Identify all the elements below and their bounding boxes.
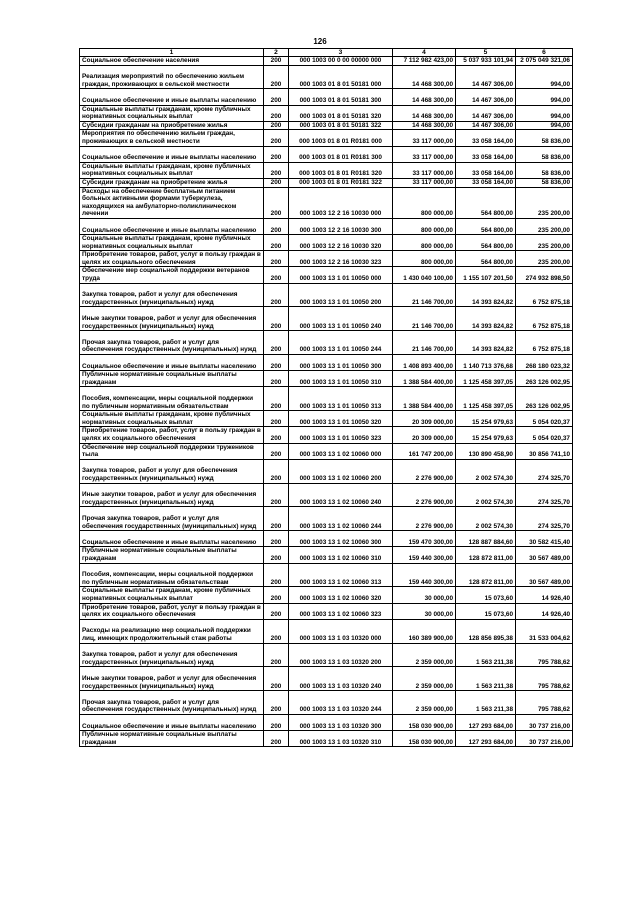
row-name: Пособия, компенсации, меры социальной поддержки по публичным нормативным обязательствам <box>80 387 264 411</box>
row-budget-code: 000 1003 13 1 01 10050 000 <box>289 267 393 283</box>
row-budget-code: 000 1003 13 1 02 10060 200 <box>289 459 393 483</box>
row-unexecuted-amount: 30 737 216,00 <box>516 714 573 730</box>
row-budget-code: 000 1003 13 1 02 10060 240 <box>289 483 393 507</box>
row-unexecuted-amount: 6 752 875,18 <box>516 283 573 307</box>
row-executed-amount: 564 800,00 <box>456 218 516 234</box>
row-name: Приобретение товаров, работ, услуг в пользу граждан в целях их социального обеспечения <box>80 603 264 619</box>
row-budget-code: 000 1003 13 1 01 10050 320 <box>289 411 393 427</box>
table-row <box>80 507 573 531</box>
row-approved-amount: 159 440 300,00 <box>393 547 456 563</box>
row-approved-amount: 160 389 900,00 <box>393 619 456 643</box>
row-unexecuted-amount: 5 054 020,37 <box>516 427 573 443</box>
row-unexecuted-amount: 795 788,62 <box>516 643 573 667</box>
row-line-code: 200 <box>264 235 289 251</box>
row-line-code: 200 <box>264 563 289 587</box>
row-unexecuted-amount: 994,00 <box>516 89 573 105</box>
row-line-code: 200 <box>264 387 289 411</box>
row-name: Социальное обеспечение и иные выплаты населению <box>80 89 264 105</box>
row-unexecuted-amount: 795 788,62 <box>516 667 573 691</box>
row-line-code: 200 <box>264 130 289 146</box>
page-number: 126 <box>313 37 327 46</box>
row-budget-code: 000 1003 13 1 01 10050 323 <box>289 427 393 443</box>
table-row <box>80 235 573 251</box>
row-line-code: 200 <box>264 162 289 178</box>
row-budget-code: 000 1003 13 1 02 10060 310 <box>289 547 393 563</box>
row-name: Закупка товаров, работ и услуг для обеспечения государственных (муниципальных) нужд <box>80 643 264 667</box>
row-approved-amount: 14 468 300,00 <box>393 65 456 89</box>
row-line-code: 200 <box>264 251 289 267</box>
row-budget-code: 000 1003 13 1 03 10320 000 <box>289 619 393 643</box>
row-budget-code: 000 1003 12 2 16 10030 323 <box>289 251 393 267</box>
table-row <box>80 218 573 234</box>
row-budget-code: 000 1003 13 1 03 10320 200 <box>289 643 393 667</box>
row-executed-amount: 15 254 979,63 <box>456 411 516 427</box>
row-budget-code: 000 1003 13 1 03 10320 244 <box>289 691 393 715</box>
row-line-code: 200 <box>264 427 289 443</box>
row-approved-amount: 20 309 000,00 <box>393 411 456 427</box>
row-executed-amount: 15 073,60 <box>456 587 516 603</box>
row-budget-code: 000 1003 13 1 02 10060 244 <box>289 507 393 531</box>
table-row <box>80 105 573 121</box>
row-unexecuted-amount: 235 200,00 <box>516 251 573 267</box>
row-approved-amount: 1 388 584 400,00 <box>393 387 456 411</box>
table-row <box>80 371 573 387</box>
row-approved-amount: 1 388 584 400,00 <box>393 371 456 387</box>
row-line-code: 200 <box>264 731 289 747</box>
table-row <box>80 603 573 619</box>
row-budget-code: 000 1003 13 1 02 10060 313 <box>289 563 393 587</box>
row-executed-amount: 1 125 458 397,05 <box>456 387 516 411</box>
table-row <box>80 387 573 411</box>
row-executed-amount: 14 393 824,82 <box>456 283 516 307</box>
row-budget-code: 000 1003 01 8 01 50181 300 <box>289 89 393 105</box>
row-line-code: 200 <box>264 691 289 715</box>
row-executed-amount: 127 293 684,00 <box>456 731 516 747</box>
row-approved-amount: 14 468 300,00 <box>393 121 456 130</box>
row-unexecuted-amount: 30 737 216,00 <box>516 731 573 747</box>
row-budget-code: 000 1003 00 0 00 00000 000 <box>289 57 393 66</box>
row-budget-code: 000 1003 13 1 01 10050 300 <box>289 355 393 371</box>
row-line-code: 200 <box>264 187 289 218</box>
row-unexecuted-amount: 263 126 002,95 <box>516 371 573 387</box>
row-name: Иные закупки товаров, работ и услуг для обеспечения государственных (муниципальных) нужд <box>80 667 264 691</box>
row-unexecuted-amount: 235 200,00 <box>516 187 573 218</box>
row-name: Пособия, компенсации, меры социальной поддержки по публичным нормативным обязательствам <box>80 563 264 587</box>
row-unexecuted-amount: 30 582 415,40 <box>516 531 573 547</box>
row-line-code: 200 <box>264 483 289 507</box>
row-name: Субсидии гражданам на приобретение жилья <box>80 121 264 130</box>
table-row <box>80 283 573 307</box>
row-line-code: 200 <box>264 714 289 730</box>
row-executed-amount: 33 058 164,00 <box>456 130 516 146</box>
row-budget-code: 000 1003 13 1 03 10320 300 <box>289 714 393 730</box>
row-approved-amount: 1 430 040 100,00 <box>393 267 456 283</box>
row-approved-amount: 158 030 900,00 <box>393 731 456 747</box>
row-approved-amount: 14 468 300,00 <box>393 105 456 121</box>
row-name: Социальное обеспечение и иные выплаты населению <box>80 531 264 547</box>
row-unexecuted-amount: 5 054 020,37 <box>516 411 573 427</box>
row-executed-amount: 14 467 306,00 <box>456 65 516 89</box>
table-row <box>80 691 573 715</box>
column-number-5: 5 <box>456 49 516 57</box>
row-unexecuted-amount: 795 788,62 <box>516 691 573 715</box>
row-name: Социальные выплаты гражданам, кроме публичных нормативных социальных выплат <box>80 587 264 603</box>
table-row <box>80 57 573 66</box>
row-line-code: 200 <box>264 307 289 331</box>
row-budget-code: 000 1003 13 1 02 10060 320 <box>289 587 393 603</box>
row-unexecuted-amount: 30 856 741,10 <box>516 443 573 459</box>
row-unexecuted-amount: 58 836,00 <box>516 162 573 178</box>
row-line-code: 200 <box>264 121 289 130</box>
row-executed-amount: 15 254 979,63 <box>456 427 516 443</box>
row-unexecuted-amount: 235 200,00 <box>516 235 573 251</box>
row-executed-amount: 128 872 811,00 <box>456 547 516 563</box>
table-row <box>80 267 573 283</box>
table-row <box>80 619 573 643</box>
row-budget-code: 000 1003 13 1 03 10320 310 <box>289 731 393 747</box>
table-row <box>80 483 573 507</box>
table-row <box>80 130 573 146</box>
row-budget-code: 000 1003 01 8 01 R0181 300 <box>289 146 393 162</box>
row-name: Обеспечение мер социальной поддержки тружеников тыла <box>80 443 264 459</box>
row-approved-amount: 159 470 300,00 <box>393 531 456 547</box>
row-budget-code: 000 1003 13 1 02 10060 300 <box>289 531 393 547</box>
row-unexecuted-amount: 6 752 875,18 <box>516 331 573 355</box>
row-unexecuted-amount: 274 325,70 <box>516 507 573 531</box>
row-approved-amount: 2 276 900,00 <box>393 459 456 483</box>
row-approved-amount: 159 440 300,00 <box>393 563 456 587</box>
row-executed-amount: 128 856 895,38 <box>456 619 516 643</box>
row-line-code: 200 <box>264 178 289 187</box>
row-approved-amount: 33 117 000,00 <box>393 130 456 146</box>
row-budget-code: 000 1003 01 8 01 R0181 000 <box>289 130 393 146</box>
row-approved-amount: 161 747 200,00 <box>393 443 456 459</box>
row-name: Расходы на реализацию мер социальной поддержки лиц, имеющих продолжительный стаж работы <box>80 619 264 643</box>
table-row <box>80 65 573 89</box>
column-number-4: 4 <box>393 49 456 57</box>
row-name: Социальное обеспечение и иные выплаты населению <box>80 218 264 234</box>
column-number-1: 1 <box>80 49 264 57</box>
row-line-code: 200 <box>264 283 289 307</box>
table-row <box>80 307 573 331</box>
table-row <box>80 89 573 105</box>
row-budget-code: 000 1003 13 1 01 10050 240 <box>289 307 393 331</box>
table-row <box>80 121 573 130</box>
row-unexecuted-amount: 6 752 875,18 <box>516 307 573 331</box>
row-approved-amount: 14 468 300,00 <box>393 89 456 105</box>
column-number-row <box>80 49 573 57</box>
row-budget-code: 000 1003 01 8 01 50181 320 <box>289 105 393 121</box>
row-budget-code: 000 1003 13 1 01 10050 313 <box>289 387 393 411</box>
row-unexecuted-amount: 268 180 023,32 <box>516 355 573 371</box>
row-name: Социальное обеспечение и иные выплаты населению <box>80 714 264 730</box>
row-budget-code: 000 1003 13 1 02 10060 323 <box>289 603 393 619</box>
row-name: Социальные выплаты гражданам, кроме публичных нормативных социальных выплат <box>80 162 264 178</box>
row-name: Социальные выплаты гражданам, кроме публичных нормативных социальных выплат <box>80 235 264 251</box>
row-name: Закупка товаров, работ и услуг для обеспечения государственных (муниципальных) нужд <box>80 283 264 307</box>
row-approved-amount: 158 030 900,00 <box>393 714 456 730</box>
row-name: Социальные выплаты гражданам, кроме публичных нормативных социальных выплат <box>80 105 264 121</box>
row-unexecuted-amount: 58 836,00 <box>516 130 573 146</box>
row-executed-amount: 33 058 164,00 <box>456 146 516 162</box>
row-name: Реализация мероприятий по обеспечению жильем граждан, проживающих в сельской местности <box>80 65 264 89</box>
row-line-code: 200 <box>264 57 289 66</box>
row-executed-amount: 2 002 574,30 <box>456 459 516 483</box>
table-row <box>80 667 573 691</box>
row-executed-amount: 1 563 211,38 <box>456 667 516 691</box>
row-budget-code: 000 1003 13 1 01 10050 200 <box>289 283 393 307</box>
row-executed-amount: 14 467 306,00 <box>456 89 516 105</box>
row-budget-code: 000 1003 12 2 16 10030 300 <box>289 218 393 234</box>
row-line-code: 200 <box>264 411 289 427</box>
table-row <box>80 162 573 178</box>
row-unexecuted-amount: 994,00 <box>516 121 573 130</box>
row-unexecuted-amount: 274 932 898,50 <box>516 267 573 283</box>
row-line-code: 200 <box>264 371 289 387</box>
row-name: Закупка товаров, работ и услуг для обеспечения государственных (муниципальных) нужд <box>80 459 264 483</box>
column-number-2: 2 <box>264 49 289 57</box>
row-unexecuted-amount: 58 836,00 <box>516 146 573 162</box>
table-row <box>80 563 573 587</box>
row-executed-amount: 564 800,00 <box>456 187 516 218</box>
table-body <box>80 57 573 747</box>
table-row <box>80 714 573 730</box>
row-approved-amount: 2 276 900,00 <box>393 507 456 531</box>
row-line-code: 200 <box>264 603 289 619</box>
row-budget-code: 000 1003 13 1 02 10060 000 <box>289 443 393 459</box>
row-line-code: 200 <box>264 507 289 531</box>
row-approved-amount: 2 276 900,00 <box>393 483 456 507</box>
row-line-code: 200 <box>264 547 289 563</box>
table-row <box>80 355 573 371</box>
table-row <box>80 251 573 267</box>
row-name: Иные закупки товаров, работ и услуг для обеспечения государственных (муниципальных) нужд <box>80 483 264 507</box>
row-name: Прочая закупка товаров, работ и услуг для обеспечения государственных (муниципальных) нужд <box>80 331 264 355</box>
row-unexecuted-amount: 235 200,00 <box>516 218 573 234</box>
row-name: Публичные нормативные социальные выплаты гражданам <box>80 547 264 563</box>
row-line-code: 200 <box>264 443 289 459</box>
column-number-6: 6 <box>516 49 573 57</box>
row-unexecuted-amount: 994,00 <box>516 65 573 89</box>
row-budget-code: 000 1003 13 1 01 10050 244 <box>289 331 393 355</box>
row-name: Социальное обеспечение и иные выплаты населению <box>80 355 264 371</box>
row-approved-amount: 21 146 700,00 <box>393 283 456 307</box>
row-approved-amount: 33 117 000,00 <box>393 178 456 187</box>
row-name: Обеспечение мер социальной поддержки ветеранов труда <box>80 267 264 283</box>
row-name: Прочая закупка товаров, работ и услуг для обеспечения государственных (муниципальных) нужд <box>80 507 264 531</box>
table-row <box>80 411 573 427</box>
row-approved-amount: 33 117 000,00 <box>393 162 456 178</box>
row-name: Приобретение товаров, работ, услуг в пользу граждан в целях их социального обеспечения <box>80 427 264 443</box>
row-executed-amount: 14 393 824,82 <box>456 331 516 355</box>
row-executed-amount: 1 563 211,38 <box>456 643 516 667</box>
row-executed-amount: 128 887 884,60 <box>456 531 516 547</box>
row-line-code: 200 <box>264 643 289 667</box>
row-approved-amount: 30 000,00 <box>393 603 456 619</box>
table-row <box>80 427 573 443</box>
row-name: Социальное обеспечение населения <box>80 57 264 66</box>
row-approved-amount: 33 117 000,00 <box>393 146 456 162</box>
row-approved-amount: 21 146 700,00 <box>393 307 456 331</box>
row-budget-code: 000 1003 12 2 16 10030 000 <box>289 187 393 218</box>
row-line-code: 200 <box>264 146 289 162</box>
table-row <box>80 531 573 547</box>
row-line-code: 200 <box>264 65 289 89</box>
row-approved-amount: 2 359 000,00 <box>393 667 456 691</box>
row-unexecuted-amount: 31 533 004,62 <box>516 619 573 643</box>
row-executed-amount: 14 467 306,00 <box>456 121 516 130</box>
row-approved-amount: 21 146 700,00 <box>393 331 456 355</box>
row-name: Расходы на обеспечение бесплатным питанием больных активными формами туберкулеза, находящихся на амбулаторно-поликлиническом лечении <box>80 187 264 218</box>
row-line-code: 200 <box>264 331 289 355</box>
row-budget-code: 000 1003 01 8 01 50181 000 <box>289 65 393 89</box>
row-name: Приобретение товаров, работ, услуг в пользу граждан в целях их социального обеспечения <box>80 251 264 267</box>
table-row <box>80 587 573 603</box>
row-budget-code: 000 1003 13 1 01 10050 310 <box>289 371 393 387</box>
row-executed-amount: 1 140 713 376,68 <box>456 355 516 371</box>
row-approved-amount: 2 359 000,00 <box>393 643 456 667</box>
row-line-code: 200 <box>264 667 289 691</box>
row-unexecuted-amount: 263 126 002,95 <box>516 387 573 411</box>
row-executed-amount: 33 058 164,00 <box>456 162 516 178</box>
row-executed-amount: 564 800,00 <box>456 235 516 251</box>
table-row <box>80 547 573 563</box>
row-unexecuted-amount: 274 325,70 <box>516 483 573 507</box>
row-unexecuted-amount: 2 075 049 321,06 <box>516 57 573 66</box>
row-line-code: 200 <box>264 587 289 603</box>
row-approved-amount: 800 000,00 <box>393 251 456 267</box>
table-row <box>80 178 573 187</box>
row-name: Социальные выплаты гражданам, кроме публичных нормативных социальных выплат <box>80 411 264 427</box>
budget-table <box>79 48 573 747</box>
row-line-code: 200 <box>264 105 289 121</box>
row-name: Публичные нормативные социальные выплаты гражданам <box>80 371 264 387</box>
row-executed-amount: 1 155 107 201,50 <box>456 267 516 283</box>
row-executed-amount: 2 002 574,30 <box>456 507 516 531</box>
row-approved-amount: 800 000,00 <box>393 235 456 251</box>
table-row <box>80 731 573 747</box>
row-line-code: 200 <box>264 89 289 105</box>
row-name: Иные закупки товаров, работ и услуг для обеспечения государственных (муниципальных) нужд <box>80 307 264 331</box>
row-budget-code: 000 1003 13 1 03 10320 240 <box>289 667 393 691</box>
row-unexecuted-amount: 30 567 489,00 <box>516 547 573 563</box>
row-executed-amount: 33 058 164,00 <box>456 178 516 187</box>
row-unexecuted-amount: 14 926,40 <box>516 587 573 603</box>
row-line-code: 200 <box>264 355 289 371</box>
table-row <box>80 331 573 355</box>
row-executed-amount: 130 890 458,90 <box>456 443 516 459</box>
row-executed-amount: 15 073,60 <box>456 603 516 619</box>
row-executed-amount: 127 293 684,00 <box>456 714 516 730</box>
row-executed-amount: 1 563 211,38 <box>456 691 516 715</box>
row-unexecuted-amount: 14 926,40 <box>516 603 573 619</box>
table-row <box>80 443 573 459</box>
table-row <box>80 643 573 667</box>
row-approved-amount: 20 309 000,00 <box>393 427 456 443</box>
row-name: Публичные нормативные социальные выплаты гражданам <box>80 731 264 747</box>
row-approved-amount: 1 408 893 400,00 <box>393 355 456 371</box>
row-executed-amount: 14 467 306,00 <box>456 105 516 121</box>
row-executed-amount: 5 037 933 101,94 <box>456 57 516 66</box>
row-name: Прочая закупка товаров, работ и услуг для обеспечения государственных (муниципальных) нужд <box>80 691 264 715</box>
row-budget-code: 000 1003 01 8 01 50181 322 <box>289 121 393 130</box>
row-line-code: 200 <box>264 267 289 283</box>
row-line-code: 200 <box>264 459 289 483</box>
row-executed-amount: 1 125 458 397,05 <box>456 371 516 387</box>
row-approved-amount: 800 000,00 <box>393 218 456 234</box>
row-executed-amount: 2 002 574,30 <box>456 483 516 507</box>
row-approved-amount: 30 000,00 <box>393 587 456 603</box>
row-approved-amount: 2 359 000,00 <box>393 691 456 715</box>
row-unexecuted-amount: 274 325,70 <box>516 459 573 483</box>
row-approved-amount: 800 000,00 <box>393 187 456 218</box>
table-row <box>80 146 573 162</box>
table-row <box>80 187 573 218</box>
row-approved-amount: 7 112 982 423,00 <box>393 57 456 66</box>
row-line-code: 200 <box>264 531 289 547</box>
row-unexecuted-amount: 58 836,00 <box>516 178 573 187</box>
column-number-3: 3 <box>289 49 393 57</box>
row-line-code: 200 <box>264 619 289 643</box>
row-executed-amount: 128 872 811,00 <box>456 563 516 587</box>
row-budget-code: 000 1003 01 8 01 R0181 322 <box>289 178 393 187</box>
row-unexecuted-amount: 30 567 489,00 <box>516 563 573 587</box>
row-budget-code: 000 1003 12 2 16 10030 320 <box>289 235 393 251</box>
row-executed-amount: 14 393 824,82 <box>456 307 516 331</box>
row-executed-amount: 564 800,00 <box>456 251 516 267</box>
row-budget-code: 000 1003 01 8 01 R0181 320 <box>289 162 393 178</box>
row-name: Социальное обеспечение и иные выплаты населению <box>80 146 264 162</box>
table-row <box>80 459 573 483</box>
row-name: Мероприятия по обеспечению жильем граждан, проживающих в сельской местности <box>80 130 264 146</box>
row-unexecuted-amount: 994,00 <box>516 105 573 121</box>
row-name: Субсидии гражданам на приобретение жилья <box>80 178 264 187</box>
row-line-code: 200 <box>264 218 289 234</box>
